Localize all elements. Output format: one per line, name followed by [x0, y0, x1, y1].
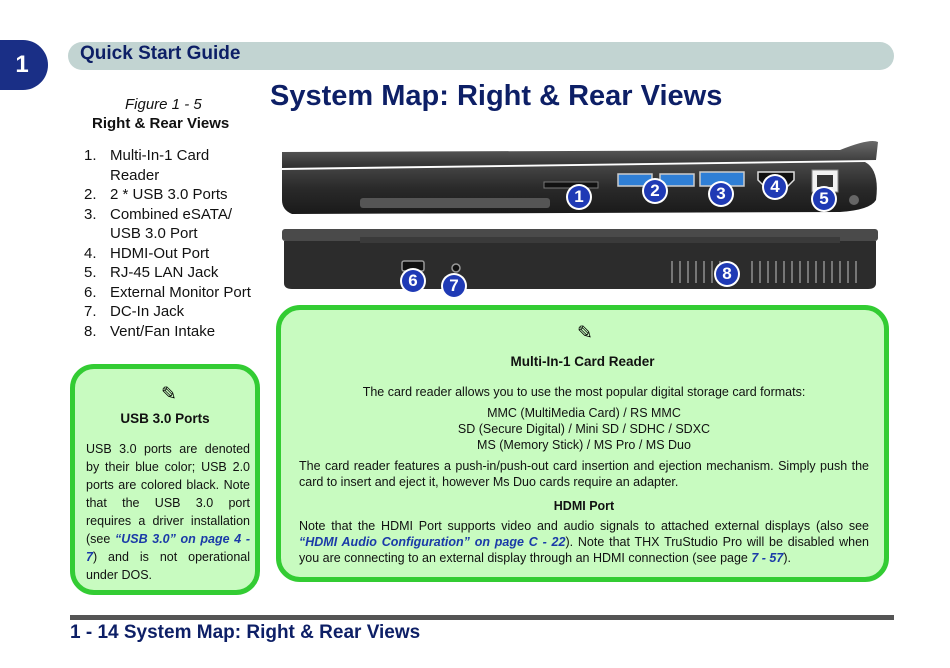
figure-caption: Right & Rear Views [92, 115, 230, 132]
usb-note-text-end: ) and is not operational under DOS. [86, 550, 250, 582]
usb-note-text: USB 3.0 ports are denoted by their blue color; USB 2.0 ports are colored black. Note that the USB 3.0 port requires a driver installation (see [86, 442, 250, 546]
legend-item [84, 244, 259, 264]
card-reader-note-box [276, 305, 889, 582]
legend-text: Combined eSATA/ USB 3.0 Port [110, 205, 232, 242]
pencil-icon: ✎ [161, 384, 177, 405]
legend-item [84, 146, 259, 185]
hdmi-note-text-mid: ). Note that THX TruStudio Pro will be disabled when you are connecting to an external display through an HDMI connection (see page [299, 535, 869, 565]
legend-item [84, 302, 259, 322]
hdmi-note-body [299, 518, 869, 566]
card-note-intro: The card reader allows you to use the most popular digital storage card formats: [362, 385, 806, 399]
figure-number: Figure 1 - 5 [125, 96, 202, 113]
chapter-number: 1 [15, 51, 29, 78]
callout-6: 6 [402, 270, 424, 292]
legend-number: 4. [84, 244, 97, 262]
legend-number: 5. [84, 264, 97, 281]
legend-number: 3. [84, 205, 97, 223]
legend-text: DC-In Jack [110, 303, 185, 320]
legend-item [84, 263, 259, 283]
laptop-rear-illustration [280, 225, 880, 297]
legend-text: 2 * USB 3.0 Ports [110, 186, 228, 203]
legend-text: HDMI-Out Port [110, 244, 210, 262]
callout-5: 5 [813, 188, 835, 210]
callout-2: 2 [644, 180, 666, 202]
hdmi-note-heading: HDMI Port [553, 499, 615, 513]
legend-number: 1. [84, 147, 97, 164]
usb-note-heading: USB 3.0 Ports [120, 411, 210, 426]
usb-note-box [70, 364, 260, 595]
callout-4: 4 [764, 176, 786, 198]
legend-item [84, 283, 259, 303]
legend-number: 8. [84, 322, 97, 340]
legend-text: External Monitor Port [110, 283, 251, 301]
page-title: System Map: Right & Rear Views [270, 80, 723, 112]
legend-item [84, 205, 259, 244]
card-format-mmc: MMC (MultiMedia Card) / RS MMC [487, 406, 681, 420]
header-bar [68, 42, 894, 70]
legend-item [84, 322, 259, 342]
laptop-right-view [280, 130, 880, 220]
footer-rule [70, 615, 894, 620]
card-note-mechanism: The card reader features a push-in/push-out card insertion and ejection mechanism. Simply push the card to insert and eject it, however Ms Duo cards require an adapter. [299, 459, 869, 489]
callout-7: 7 [443, 275, 465, 297]
legend-text: RJ-45 LAN Jack [110, 264, 219, 281]
footer-text: 1 - 14 System Map: Right & Rear Views [70, 622, 421, 643]
laptop-rear-view [280, 225, 880, 297]
legend-text: Multi-In-1 Card Reader [110, 147, 210, 184]
legend-text: Vent/Fan Intake [110, 322, 216, 340]
chapter-tab [0, 40, 48, 90]
card-format-sd: SD (Secure Digital) / Mini SD / SDHC / SDXC [457, 422, 711, 436]
hdmi-note-text: Note that the HDMI Port supports video and audio signals to attached external displays (also see [299, 519, 869, 533]
legend-item [84, 185, 259, 205]
legend-number: 6. [84, 283, 97, 301]
usb-xref-link[interactable]: “USB 3.0” on page 4 - 7 [86, 532, 250, 564]
card-note-heading: Multi-In-1 Card Reader [510, 354, 655, 369]
card-format-ms: MS (Memory Stick) / MS Pro / MS Duo [477, 438, 691, 452]
hdmi-audio-xref-link[interactable]: “HDMI Audio Configuration” on page C - 22 [299, 535, 566, 549]
legend-number: 7. [84, 303, 97, 320]
legend-number: 2. [84, 186, 97, 203]
pencil-icon: ✎ [577, 323, 593, 344]
usb-note-body [86, 440, 250, 584]
header-title: Quick Start Guide [80, 43, 241, 64]
callout-8: 8 [716, 263, 738, 285]
callout-1: 1 [568, 186, 590, 208]
hdmi-note-text-end: ). [783, 551, 791, 565]
callout-3: 3 [710, 183, 732, 205]
page-xref-link[interactable]: 7 - 57 [751, 551, 784, 565]
figure-legend [84, 146, 259, 341]
